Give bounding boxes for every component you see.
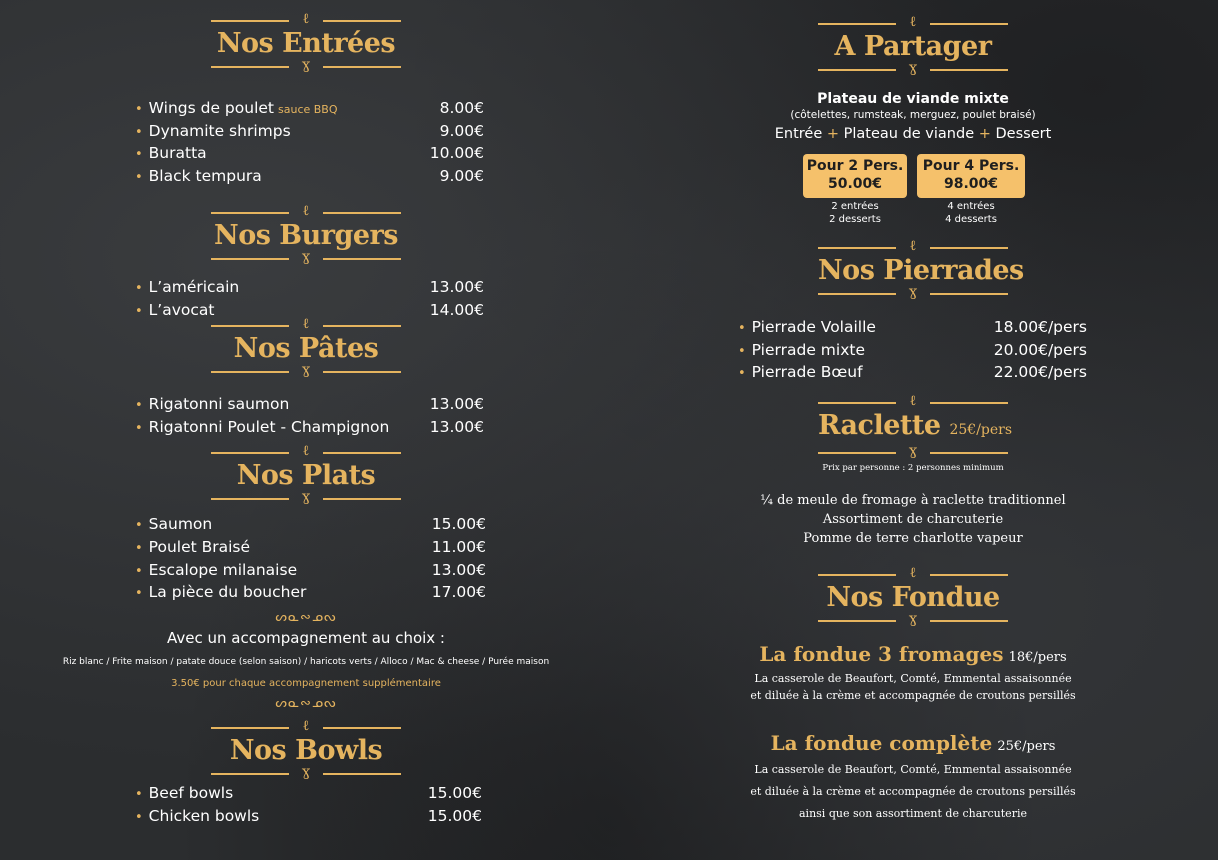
ornament-bottom-icon: ɣ (211, 767, 401, 781)
plateau-description: (côtelettes, rumsteak, merguez, poulet braisé) (790, 109, 1036, 121)
item-price: 11.00€ (431, 538, 486, 556)
raclette-description (713, 491, 1113, 548)
item-price: 15.00€ (427, 807, 482, 825)
description-line: Pomme de terre charlotte vapeur (803, 531, 1023, 546)
ornament-top-icon: ℓ (211, 319, 401, 333)
item-price: 22.00€/pers (993, 363, 1087, 381)
raclette-note: Prix par personne : 2 personnes minimum (822, 463, 1004, 473)
bullet-icon: • (135, 586, 143, 601)
option-price: 98.00€ (943, 176, 999, 192)
item-name: Wings de poulet (148, 99, 274, 117)
fondue-complete-description (713, 759, 1113, 825)
item-name: Black tempura (148, 167, 262, 185)
section-title-burgers (211, 203, 401, 266)
menu-item (135, 300, 215, 322)
section-title-bowls (211, 718, 401, 781)
bullet-icon: • (135, 398, 143, 413)
ornament-bottom-icon: ɣ (818, 287, 1008, 301)
ornament-bottom-icon: ɣ (818, 614, 1008, 628)
fondue-complete-header (713, 731, 1113, 755)
ornament-top-icon: ℓ (211, 206, 401, 220)
plateau-title: Plateau de viande mixte (817, 91, 1009, 107)
menu-item (135, 560, 297, 582)
item-name: Poulet Braisé (148, 538, 251, 556)
bullet-icon: • (135, 787, 143, 802)
bullet-icon: • (738, 321, 746, 336)
section-title-text: Nos Entrées (216, 28, 396, 59)
section-title-text (818, 410, 1013, 446)
option-detail-line: 4 entrées (947, 201, 995, 212)
accompagnement-supplement: 3.50€ pour chaque accompagnement supplémentaire (171, 678, 441, 689)
raclette-price: 25€/pers (949, 422, 1013, 438)
bullet-icon: • (738, 344, 746, 359)
section-title-text: Nos Pâtes (233, 333, 379, 364)
description-line: ¼ de meule de fromage à raclette traditionnel (760, 493, 1066, 508)
section-title-text: Nos Fondue (826, 582, 1000, 613)
ornament-top-icon: ℓ (818, 241, 1008, 255)
section-title-text: Nos Pierrades (818, 255, 1024, 286)
fondue-3-fromages-header (713, 642, 1113, 666)
item-price: 15.00€ (431, 515, 486, 533)
ornament-top-icon: ℓ (211, 446, 401, 460)
item-name: Rigatonni Poulet - Champignon (148, 418, 390, 436)
menu-item (135, 537, 250, 559)
description-line: La casserole de Beaufort, Comté, Emmental assaisonnée (754, 763, 1072, 776)
option-detail-line: 2 desserts (829, 214, 881, 225)
item-note: sauce BBQ (278, 103, 338, 116)
item-price: 9.00€ (439, 167, 484, 185)
ornament-bottom-icon: ɣ (818, 446, 1008, 460)
menu-item (135, 783, 233, 805)
option-price: 50.00€ (827, 176, 883, 192)
fondue-3-fromages-description (713, 670, 1113, 704)
fondue-price: 18€/pers (1008, 650, 1067, 665)
option-pill-4-pers (917, 154, 1025, 198)
menu-item (135, 98, 338, 120)
section-title-pates (211, 316, 401, 379)
item-price: 13.00€ (429, 278, 484, 296)
item-price: 8.00€ (439, 99, 484, 117)
section-title-pierrades (818, 238, 1024, 301)
item-price: 14.00€ (429, 301, 484, 319)
section-title-plats (211, 443, 401, 506)
item-price: 13.00€ (429, 395, 484, 413)
item-price: 13.00€ (431, 561, 486, 579)
bullet-icon: • (135, 125, 143, 140)
bullet-icon: • (135, 304, 143, 319)
ornament-top-icon: ℓ (818, 568, 1008, 582)
option-label: Pour 2 Pers. (806, 158, 904, 174)
section-title-text: Nos Plats (236, 460, 376, 491)
accompagnement-list: Riz blanc / Frite maison / patate douce (selon saison) / haricots verts / Alloco / Mac & cheese / Purée maison (62, 657, 550, 667)
section-title-fondue (818, 565, 1008, 628)
menu-item (135, 143, 207, 165)
item-price: 9.00€ (439, 122, 484, 140)
item-price: 10.00€ (429, 144, 484, 162)
plateau-formula (713, 126, 1113, 142)
formula-part: Plateau de viande (843, 126, 975, 142)
bullet-icon: • (135, 281, 143, 296)
menu-item (135, 394, 289, 416)
ornament-bottom-icon: ɣ (211, 60, 401, 74)
menu-item (135, 166, 262, 188)
menu-item (135, 582, 306, 604)
section-title-text: Nos Bowls (229, 735, 383, 766)
bullet-icon: • (135, 810, 143, 825)
description-line: ainsi que son assortiment de charcuterie (799, 807, 1027, 820)
item-name: L’avocat (148, 301, 215, 319)
bullet-icon: • (135, 170, 143, 185)
ornament-bottom-icon: ɣ (211, 252, 401, 266)
ornament-top-icon: ℓ (818, 396, 1008, 410)
bullet-icon: • (135, 541, 143, 556)
item-name: Escalope milanaise (148, 561, 298, 579)
fondue-title: La fondue complète (770, 731, 993, 755)
item-name: Buratta (148, 144, 207, 162)
bullet-icon: • (135, 102, 143, 117)
section-title-partager (818, 14, 1008, 77)
item-name: Beef bowls (148, 784, 234, 802)
menu-item (135, 277, 239, 299)
description-line: Assortiment de charcuterie (822, 512, 1004, 527)
menu-item (738, 340, 865, 362)
option-detail-line: 2 entrées (831, 201, 879, 212)
flourish-divider-icon: ᔕᓇ∾ᓄᔓ (275, 696, 337, 711)
item-name: Saumon (148, 515, 213, 533)
item-name: L’américain (148, 278, 240, 296)
ornament-top-icon: ℓ (211, 14, 401, 28)
menu-item (135, 121, 291, 143)
section-title-raclette (818, 393, 1013, 460)
menu-item (135, 806, 259, 828)
option-details (803, 200, 907, 226)
ornament-bottom-icon: ɣ (211, 365, 401, 379)
menu-item (738, 317, 876, 339)
section-title-entrees (211, 11, 401, 74)
item-price: 20.00€/pers (993, 341, 1087, 359)
bullet-icon: • (135, 421, 143, 436)
fondue-price: 25€/pers (997, 739, 1056, 754)
bullet-icon: • (738, 366, 746, 381)
item-price: 15.00€ (427, 784, 482, 802)
bullet-icon: • (135, 518, 143, 533)
description-line: et diluée à la crème et accompagnée de croutons persillés (750, 689, 1076, 702)
formula-part: Dessert (995, 126, 1052, 142)
formula-part: Entrée (774, 126, 823, 142)
option-pill-2-pers (803, 154, 907, 198)
flourish-divider-icon: ᔕᓇ∾ᓄᔓ (275, 610, 337, 625)
item-price: 13.00€ (429, 418, 484, 436)
plus-icon: + (978, 126, 991, 142)
item-name: Pierrade mixte (751, 341, 865, 359)
plus-icon: + (826, 126, 840, 142)
ornament-top-icon: ℓ (818, 17, 1008, 31)
option-details (917, 200, 1025, 226)
item-name: La pièce du boucher (148, 583, 307, 601)
bullet-icon: • (135, 147, 143, 162)
section-title-text: Nos Burgers (214, 220, 398, 251)
item-name: Dynamite shrimps (148, 122, 291, 140)
item-name: Pierrade Bœuf (751, 363, 863, 381)
option-detail-line: 4 desserts (945, 214, 997, 225)
menu-item (738, 362, 863, 384)
description-line: La casserole de Beaufort, Comté, Emmental assaisonnée (754, 672, 1072, 685)
bullet-icon: • (135, 564, 143, 579)
menu-item (135, 417, 389, 439)
option-label: Pour 4 Pers. (922, 158, 1020, 174)
item-price: 18.00€/pers (993, 318, 1087, 336)
description-line: et diluée à la crème et accompagnée de croutons persillés (750, 785, 1076, 798)
item-price: 17.00€ (431, 583, 486, 601)
item-name: Rigatonni saumon (148, 395, 290, 413)
ornament-bottom-icon: ɣ (211, 492, 401, 506)
section-title-text: A Partager (834, 31, 992, 62)
fondue-title: La fondue 3 fromages (759, 642, 1004, 666)
accompagnement-title: Avec un accompagnement au choix : (167, 629, 445, 647)
menu-item (135, 514, 212, 536)
ornament-top-icon: ℓ (211, 721, 401, 735)
item-name: Pierrade Volaille (751, 318, 876, 336)
raclette-title: Raclette (818, 410, 941, 441)
ornament-bottom-icon: ɣ (818, 63, 1008, 77)
item-name: Chicken bowls (148, 807, 260, 825)
